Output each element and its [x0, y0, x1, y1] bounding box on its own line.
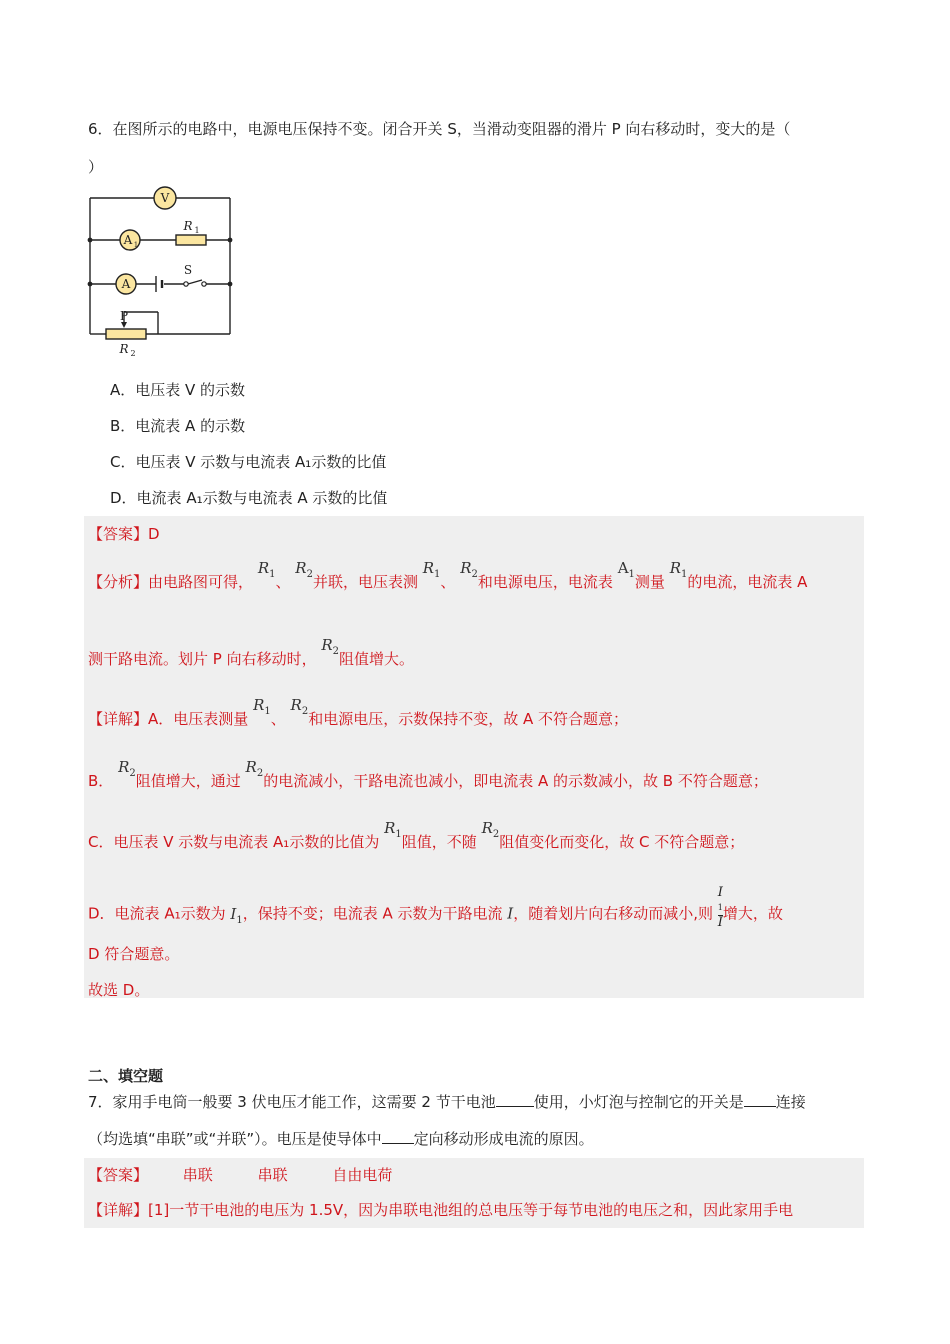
ammeter-a1-label: A	[123, 233, 133, 247]
q6-answer: 【答案】D	[88, 525, 160, 543]
voltmeter-label: V	[160, 191, 170, 205]
option-b: B．电流表 A 的示数	[110, 417, 246, 435]
q6-detail-d: D．电流表 A₁示数为 $I_1$，保持不变；电流表 A 示数为干路电流 I，随着划片向右移动而减小,则 I 1 I 增大，故	[88, 885, 783, 930]
ammeter-a1-sub: 1	[133, 241, 139, 249]
slider-label: P	[119, 309, 129, 323]
q6-conclusion: 故选 D。	[88, 981, 150, 999]
q6-detail-b: B． $R_2$阻值增大，通过 $R_2$的电流减小，干路电流也减小，即电流表 A 的示数减小，故 B 不符合题意；	[88, 758, 768, 790]
r2-sub: 2	[130, 349, 136, 358]
q7-answer-3: 自由电荷	[332, 1166, 393, 1184]
q6-stem-line2: ）	[88, 158, 104, 176]
ammeter-a-label: A	[121, 277, 131, 291]
q7-stem-line2: （均选填“串联”或“并联”）。电压是使导体中 定向移动形成电流的原因。	[88, 1130, 594, 1148]
q7-detail: 【详解】[1]一节干电池的电压为 1.5V，因为串联电池组的总电压等于每节电池的电压之和，因此家用手电	[88, 1201, 794, 1219]
r2-label: R	[119, 342, 129, 356]
section-title: 二、填空题	[88, 1067, 164, 1085]
rheostat-r2	[106, 329, 146, 339]
option-a: A．电压表 V 的示数	[110, 381, 246, 399]
q6-stem-line1: 6．在图所示的电路中，电源电压保持不变。闭合开关 S，当滑动变阻器的滑片 P 向右移动时，变大的是（	[88, 120, 791, 138]
resistor-r1	[176, 235, 206, 245]
q6-detail-d-cont: D 符合题意。	[88, 945, 180, 963]
r1-label: R	[183, 219, 193, 233]
q7-answer: 【答案】 串联 串联 自由电荷	[88, 1166, 393, 1184]
q7-answer-1: 串联	[182, 1166, 213, 1184]
option-c: C．电压表 V 示数与电流表 A₁示数的比值	[110, 453, 387, 471]
q7-stem-line1: 7．家用手电筒一般要 3 伏电压才能工作，这需要 2 节干电池 使用，小灯泡与控制它的开关是 连接	[88, 1093, 806, 1111]
q6-detail-a: 【详解】A．电压表测量 $R_1$、 $R_2$和电源电压，示数保持不变，故 A 不符合题意；	[88, 696, 629, 728]
q7-answer-2: 串联	[257, 1166, 288, 1184]
r1-sub: 1	[194, 226, 200, 235]
circuit-diagram	[84, 186, 244, 358]
switch-label: S	[183, 263, 193, 277]
q6-analysis-line2: 测干路电流。划片 P 向右移动时， $R_2$阻值增大。	[88, 636, 415, 668]
q6-analysis-line1: 【分析】由电路图可得， $R_1$、 $R_2$并联，电压表测 $R_1$、 $R_2$和电源电压，电流表 $A_1$测量 $R_1$的电流，电流表 A	[88, 559, 808, 591]
option-d: D．电流表 A₁示数与电流表 A 示数的比值	[110, 489, 388, 507]
q6-detail-c: C．电压表 V 示数与电流表 A₁示数的比值为 $R_1$阻值，不随 $R_2$阻值变化而变化，故 C 不符合题意；	[88, 819, 745, 851]
ratio-fraction: I 1 I	[717, 885, 723, 930]
